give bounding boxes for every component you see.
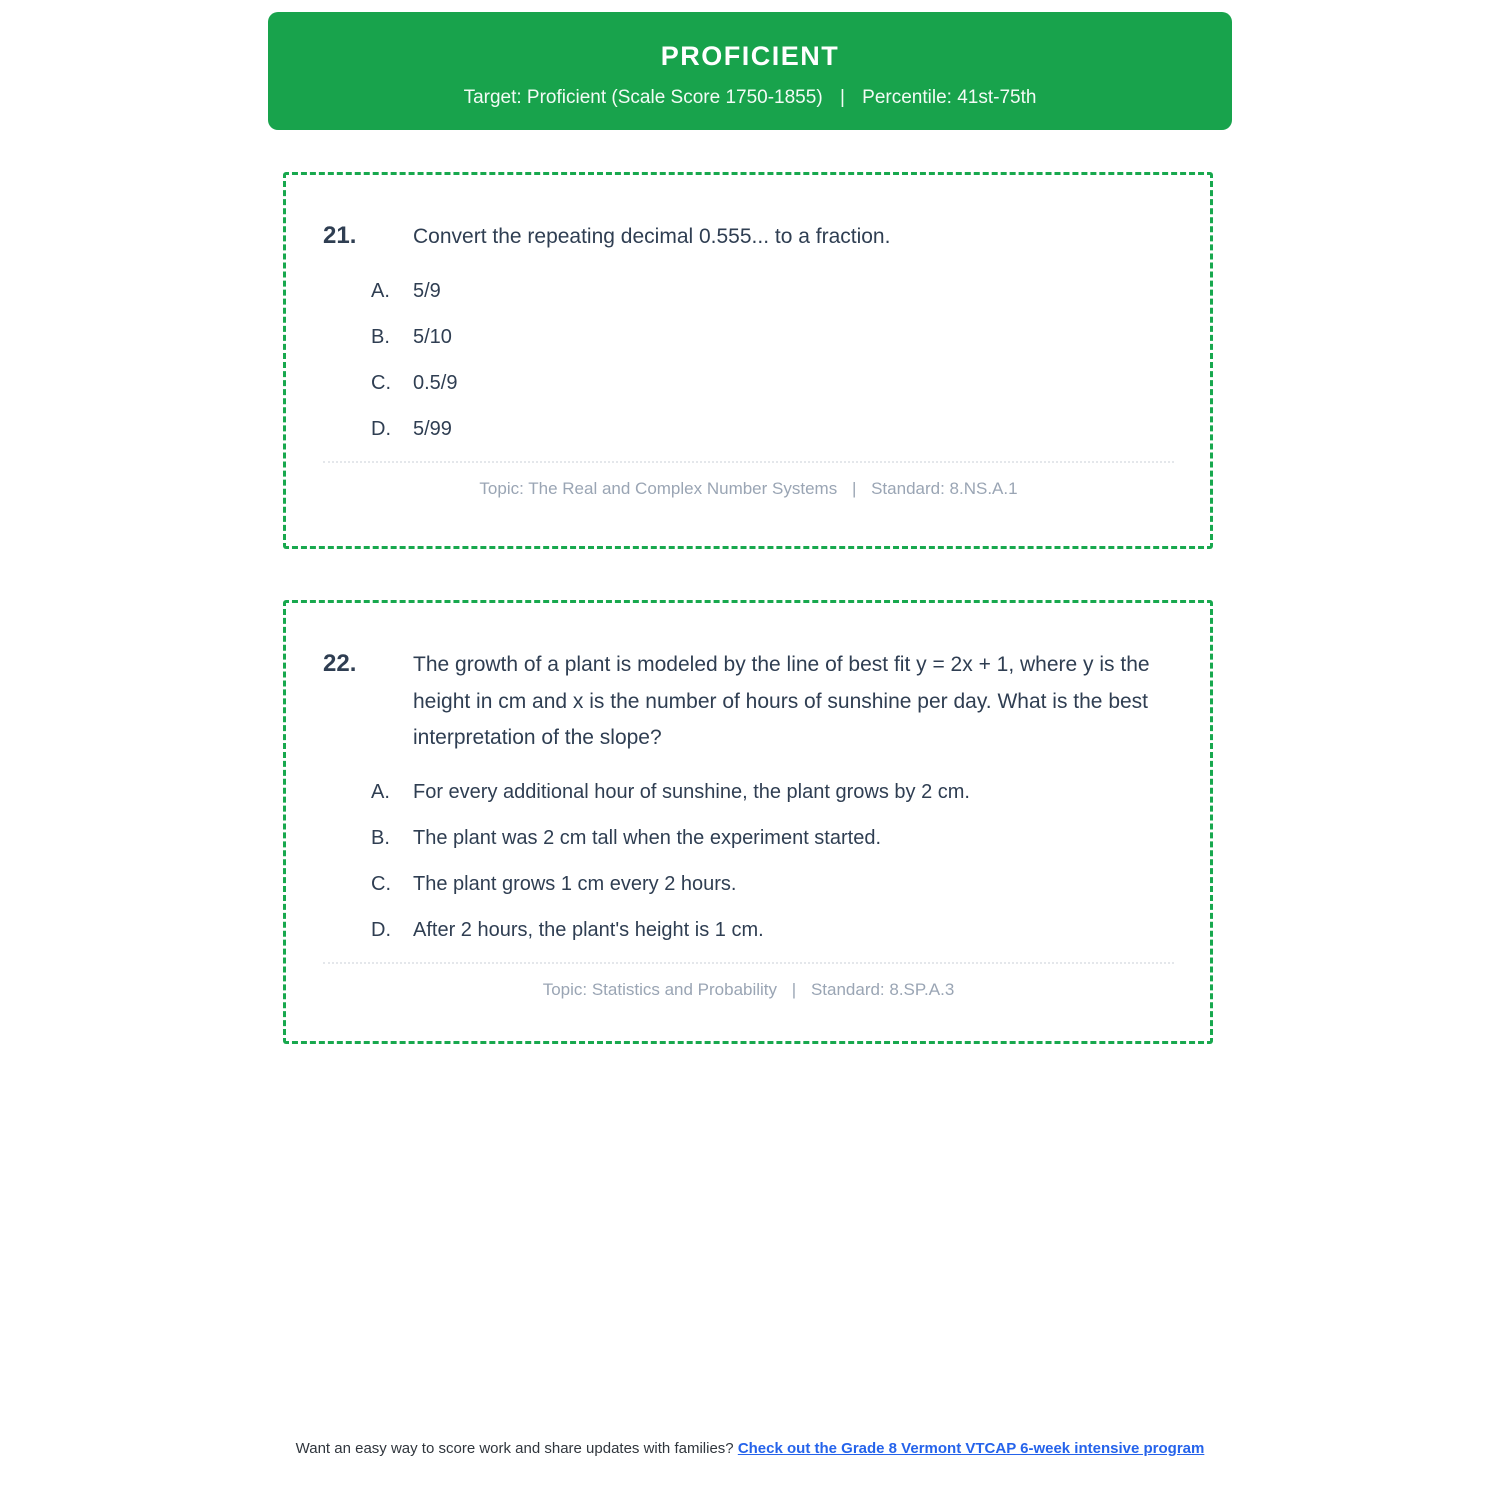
options-list	[323, 277, 1174, 443]
question-meta	[323, 980, 1174, 1000]
card-divider	[323, 962, 1174, 964]
option-text: 5/99	[413, 417, 452, 440]
option-c	[371, 870, 1174, 898]
question-number: 21.	[323, 222, 357, 249]
question-card-22	[283, 600, 1213, 1044]
options-list	[323, 778, 1174, 944]
standard-label: Standard: 8.SP.A.3	[810, 979, 955, 999]
option-d	[371, 916, 1174, 944]
option-a	[371, 778, 1174, 806]
option-text: For every additional hour of sunshine, the plant grows by 2 cm.	[413, 780, 970, 803]
option-letter: D.	[371, 417, 391, 440]
option-letter: B.	[371, 826, 390, 849]
proficiency-banner	[268, 12, 1232, 130]
question-row	[323, 219, 1174, 256]
question-row	[323, 647, 1174, 757]
banner-title: PROFICIENT	[660, 41, 840, 71]
option-text: After 2 hours, the plant's height is 1 cm.	[413, 918, 764, 941]
option-text: The plant was 2 cm tall when the experiment started.	[413, 826, 882, 849]
page-footer	[285, 1439, 1215, 1458]
standard-label: Standard: 8.NS.A.1	[871, 478, 1018, 498]
option-letter: A.	[371, 780, 390, 803]
footer-link[interactable]: Check out the Grade 8 Vermont VTCAP 6-week intensive program	[737, 1440, 1205, 1457]
question-text: The growth of a plant is modeled by the line of best fit y = 2x + 1, where y is the height in cm and x is the number of hours of sunshine per day. What is the best interpretation of the slope?	[413, 653, 1150, 749]
meta-separator: |	[791, 979, 797, 999]
banner-target: Target: Proficient (Scale Score 1750-1855)	[463, 87, 823, 108]
card-divider	[323, 461, 1174, 463]
option-text: The plant grows 1 cm every 2 hours.	[413, 872, 737, 895]
question-card-21	[283, 172, 1213, 549]
banner-percentile: Percentile: 41st-75th	[862, 87, 1037, 108]
option-letter: A.	[371, 279, 390, 302]
option-text: 5/9	[413, 279, 441, 302]
option-b	[371, 323, 1174, 351]
question-meta	[323, 479, 1174, 499]
option-a	[371, 277, 1174, 305]
option-text: 0.5/9	[413, 371, 458, 394]
option-d	[371, 415, 1174, 443]
footer-text: Want an easy way to score work and share updates with families?	[295, 1440, 734, 1457]
topic-label: Topic: The Real and Complex Number Systems	[479, 478, 838, 498]
banner-separator: |	[839, 87, 845, 108]
question-number: 22.	[323, 650, 357, 677]
option-letter: B.	[371, 325, 390, 348]
option-letter: D.	[371, 918, 391, 941]
option-b	[371, 824, 1174, 852]
option-letter: C.	[371, 872, 391, 895]
option-letter: C.	[371, 371, 391, 394]
question-text: Convert the repeating decimal 0.555... to a fraction.	[413, 225, 891, 248]
banner-subtitle	[268, 87, 1232, 109]
option-c	[371, 369, 1174, 397]
meta-separator: |	[851, 478, 857, 498]
topic-label: Topic: Statistics and Probability	[542, 979, 778, 999]
option-text: 5/10	[413, 325, 452, 348]
